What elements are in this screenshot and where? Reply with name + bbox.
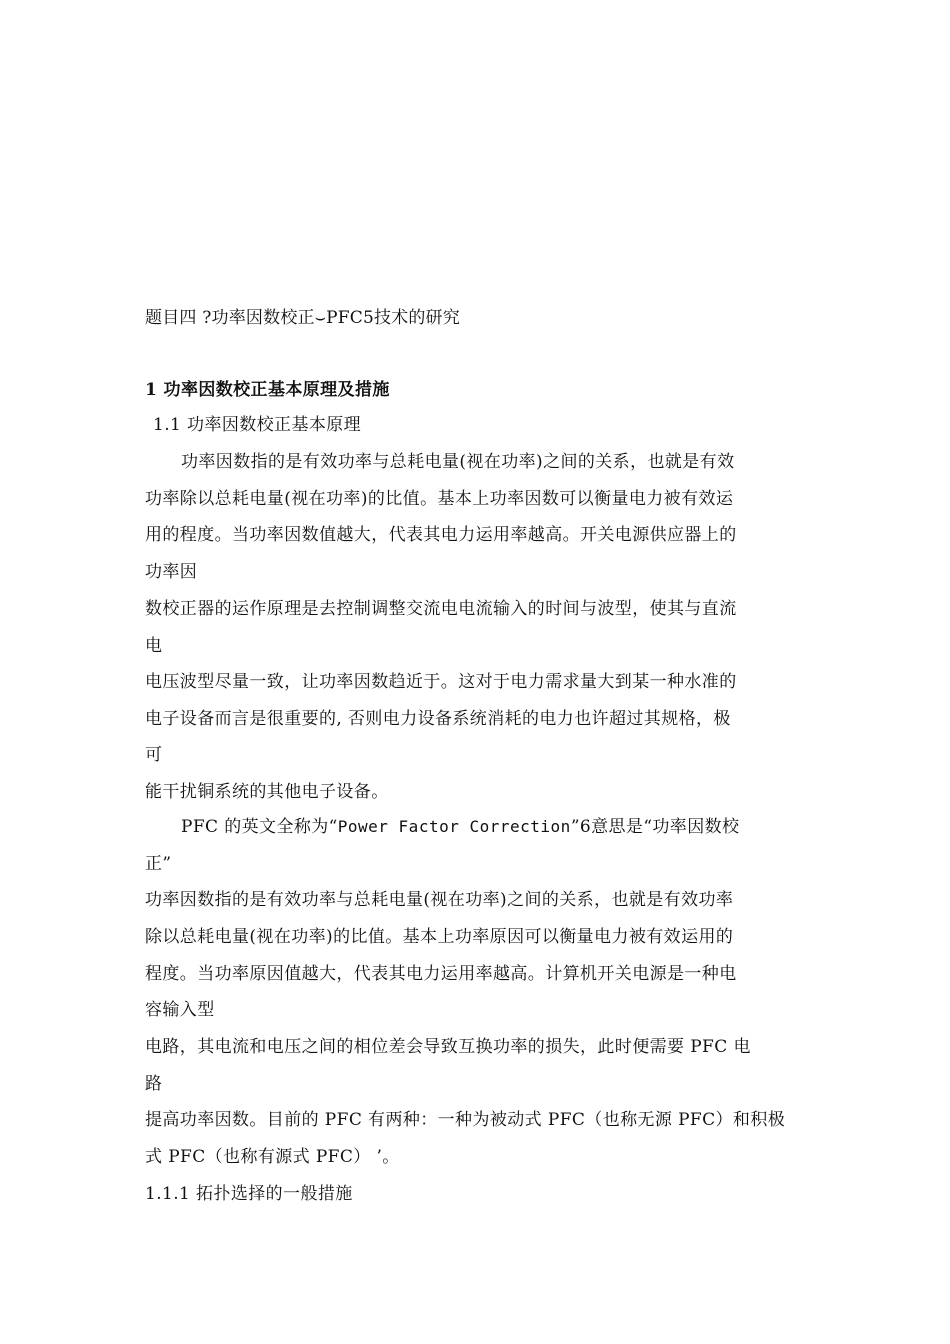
paragraph-2-line-7: 电路，其电流和电压之间的相位差会导致互换功率的损失，此时便需要 PFC 电 [145,1037,751,1057]
paragraph-2-line-6: 容输入型 [145,1000,215,1020]
paragraph-1-line-6: 电 [145,636,163,656]
paragraph-1-line-5: 数校正器的运作原理是去控制调整交流电电流输入的时间与波型，使其与直流 [145,599,737,619]
paragraph-2-prefix: PFC 的英文全称为“ [181,817,338,837]
paragraph-2-line-1 [181,815,739,839]
section-heading-1: 1 功率因数校正基本原理及措施 [145,380,390,400]
section-heading-1-1-1: 1.1.1 拓扑选择的一般措施 [145,1184,353,1204]
paragraph-2-line-5: 程度。当功率原因值越大，代表其电力运用率越高。计算机开关电源是一种电 [145,964,737,984]
paragraph-1-line-9: 可 [145,745,163,765]
paragraph-2-line-2: 正” [145,854,172,874]
paragraph-2-line-9: 提高功率因数。目前的 PFC 有两种：一种为被动式 PFC（也称无源 PFC）和积极 [145,1110,786,1130]
paragraph-2-line-8: 路 [145,1074,163,1094]
paragraph-2-line-4: 除以总耗电量(视在功率)的比值。基本上功率原因可以衡量电力被有效运用的 [145,927,734,947]
paragraph-1-line-4: 功率因 [145,562,198,582]
paragraph-1-line-3: 用的程度。当功率因数值越大，代表其电力运用率越高。开关电源供应器上的 [145,525,737,545]
paragraph-1-line-7: 电压波型尽量一致，让功率因数趋近于。这对于电力需求量大到某一种水准的 [145,672,737,692]
paragraph-2-suffix: ”6意思是“功率因数校 [570,817,740,837]
paragraph-2-line-10: 式 PFC（也称有源式 PFC） ’。 [145,1147,400,1167]
paragraph-1-line-8: 电子设备而言是很重要的, 否则电力设备系统消耗的电力也许超过其规格，极 [145,709,731,729]
paragraph-1-line-10: 能干扰铜系统的其他电子设备。 [145,782,389,802]
paragraph-2-english-term: Power Factor Correction [337,817,571,836]
section-heading-1-1: 1.1 功率因数校正基本原理 [153,415,362,435]
paragraph-1-line-2: 功率除以总耗电量(视在功率)的比值。基本上功率因数可以衡量电力被有效运 [145,489,734,509]
document-title: 题目四 ?功率因数校正⌣PFC5技术的研究 [145,308,460,328]
paragraph-2-line-3: 功率因数指的是有效功率与总耗电量(视在功率)之间的关系，也就是有效功率 [145,890,734,910]
paragraph-1-line-1: 功率因数指的是有效功率与总耗电量(视在功率)之间的关系，也就是有效 [181,452,735,472]
